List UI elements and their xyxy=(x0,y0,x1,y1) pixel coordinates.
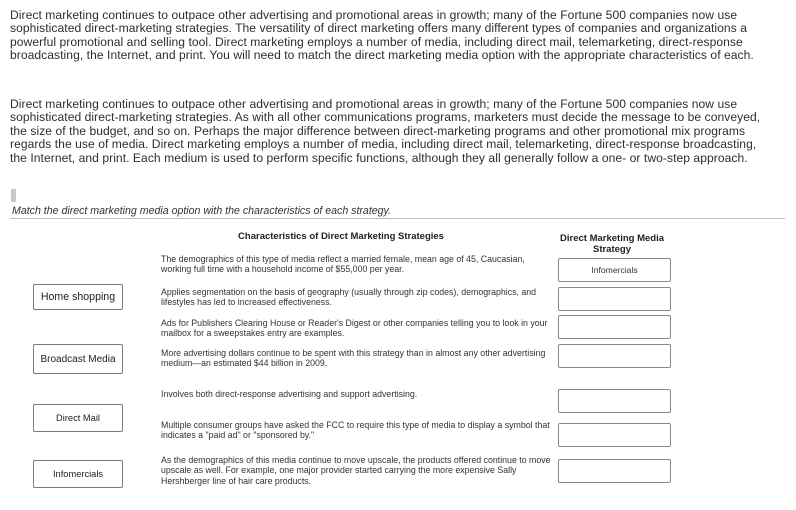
option-home-shopping[interactable]: Home shopping xyxy=(33,284,123,310)
characteristic-text: More advertising dollars continue to be spent with this strategy than in almost any other advertising medium—an estimated $44 billion in 2009. xyxy=(161,348,546,369)
answer-dropzone[interactable] xyxy=(558,287,671,311)
characteristic-text: The demographics of this type of media reflect a married female, mean age of 45, Caucasian, working full time with a household income of $55,000 per year. xyxy=(161,254,525,275)
media-column-header: Direct Marketing Media Strategy xyxy=(560,233,664,255)
characteristic-text: Involves both direct-response advertising and support advertising. xyxy=(161,389,418,399)
answer-dropzone[interactable] xyxy=(558,315,671,339)
option-broadcast-media[interactable]: Broadcast Media xyxy=(33,344,123,374)
characteristic-text: Multiple consumer groups have asked the FCC to require this type of media to display a symbol that indicates a "paid ad" or "sponsored by." xyxy=(161,420,550,441)
characteristic-text: As the demographics of this media continue to move upscale, the products offered continue to move upscale as well. For example, one major provider started carrying the more expensive Sally Hershberger line of hair care products. xyxy=(161,455,551,486)
answer-dropzone[interactable] xyxy=(558,423,671,447)
characteristics-column-header: Characteristics of Direct Marketing Strategies xyxy=(238,231,444,242)
answer-dropzone[interactable] xyxy=(558,459,671,483)
answer-dropzone[interactable] xyxy=(558,344,671,368)
answer-dropzone[interactable]: Infomercials xyxy=(558,258,671,282)
option-infomercials[interactable]: Infomercials xyxy=(33,460,123,488)
intro-paragraph-2: Direct marketing continues to outpace other advertising and promotional areas in growth; many of the Fortune 500 companies now use sophisticated direct-marketing strategies. As with all other communications programs, marketers must decide the message to be conveyed, the size of the budget, and so on. Perhaps the major difference between direct-marketing programs and other promotional mix programs regards the use of media. Direct marketing employs a number of media, including direct mail, telemarketing, direct-response broadcasting, the Internet, and print. Each medium is used to perform specific functions, although they all generally follow a one- or two-step approach. xyxy=(10,97,761,165)
instruction-text: Match the direct marketing media option with the characteristics of each strategy. xyxy=(12,205,392,217)
section-divider xyxy=(10,218,785,219)
characteristic-text: Applies segmentation on the basis of geography (usually through zip codes), demographics, and lifestyles has led to increased effectiveness. xyxy=(161,287,537,308)
option-direct-mail[interactable]: Direct Mail xyxy=(33,404,123,432)
intro-paragraph-1: Direct marketing continues to outpace other advertising and promotional areas in growth; many of the Fortune 500 companies now use sophisticated direct-marketing strategies. The versatility of direct marketing offers many different types of companies and organizations a powerful promotional and selling tool. Direct marketing employs a number of media, including direct mail, telemarketing, direct-response broadcasting, the Internet, and print. You will need to match the direct marketing media option with the appropriate characteristics of each. xyxy=(10,8,754,63)
text-cursor-marker xyxy=(11,189,16,202)
characteristic-text: Ads for Publishers Clearing House or Reader's Digest or other companies telling you to look in your mailbox for a sweepstakes entry are examples. xyxy=(161,318,548,339)
answer-dropzone[interactable] xyxy=(558,389,671,413)
